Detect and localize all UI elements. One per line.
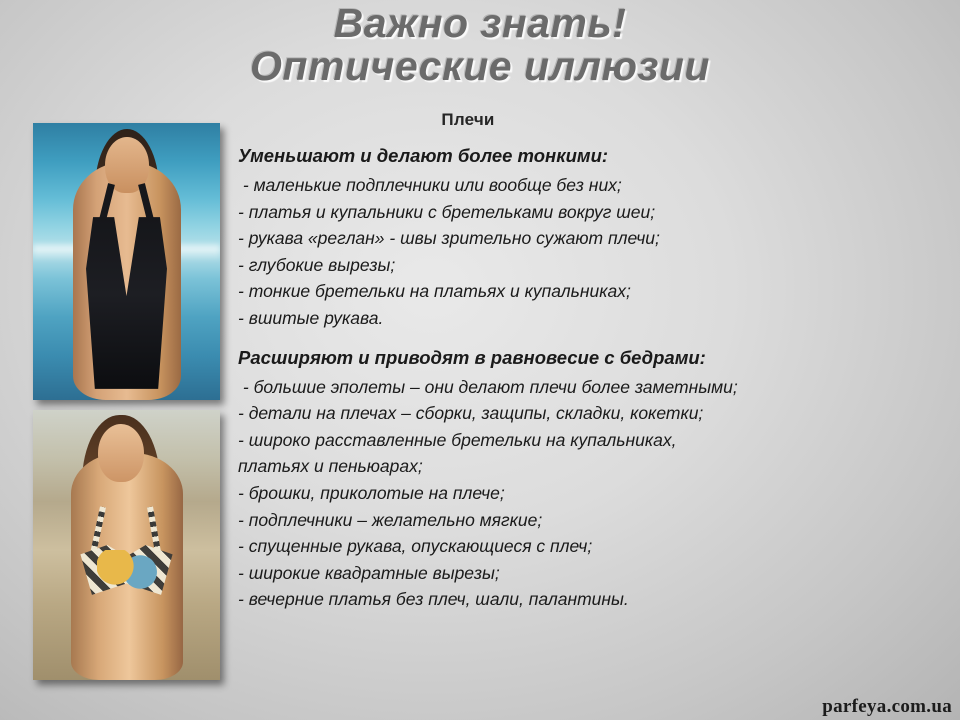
list-item: - спущенные рукава, опускающиеся с плеч; <box>238 536 593 557</box>
slide-title <box>0 2 960 89</box>
list-item: - широкие квадратные вырезы; <box>238 562 500 583</box>
section-heading: Уменьшают и делают более тонкими: <box>238 145 609 166</box>
list-item: - большие эполеты – они делают плечи более заметными; <box>238 376 738 397</box>
list-item: - платья и купальники с бретельками вокруг шеи; <box>238 201 656 222</box>
list-item: - подплечники – желательно мягкие; <box>238 509 543 530</box>
list-item: - брошки, приколотые на плече; <box>238 483 505 504</box>
list-item: - тонкие бретельки на платьях и купальниках; <box>238 281 631 302</box>
photo-black-swimsuit <box>33 123 220 400</box>
list-item: - маленькие подплечники или вообще без них; <box>238 175 622 196</box>
list-item: платьях и пеньюарах; <box>238 456 423 477</box>
list-item: - вечерние платья без плеч, шали, палантины. <box>238 589 629 610</box>
list-item: - вшитые рукава. <box>238 308 384 329</box>
title-line-1: Важно знать! <box>333 0 627 46</box>
photo2-head <box>98 424 144 482</box>
content-subheading: Плечи <box>441 110 495 129</box>
list-item: - глубокие вырезы; <box>238 254 396 275</box>
list-item: - рукава «реглан» - швы зрительно сужают плечи; <box>238 228 660 249</box>
photo2-bikini-pattern <box>97 550 157 590</box>
title-line-2: Оптические иллюзии <box>250 43 710 90</box>
list-item: - детали на плечах – сборки, защипы, складки, кокетки; <box>238 403 704 424</box>
list-item: - широко расставленные бретельки на купальниках, <box>238 429 677 450</box>
section-heading: Расширяют и приводят в равновесие с бедрами: <box>238 346 706 368</box>
section-wide-shoulders <box>238 346 938 613</box>
content-column <box>238 110 938 627</box>
site-watermark: parfeya.com.ua <box>822 696 952 717</box>
section-narrow-shoulders <box>238 144 938 332</box>
photo-patterned-bikini <box>33 410 220 680</box>
